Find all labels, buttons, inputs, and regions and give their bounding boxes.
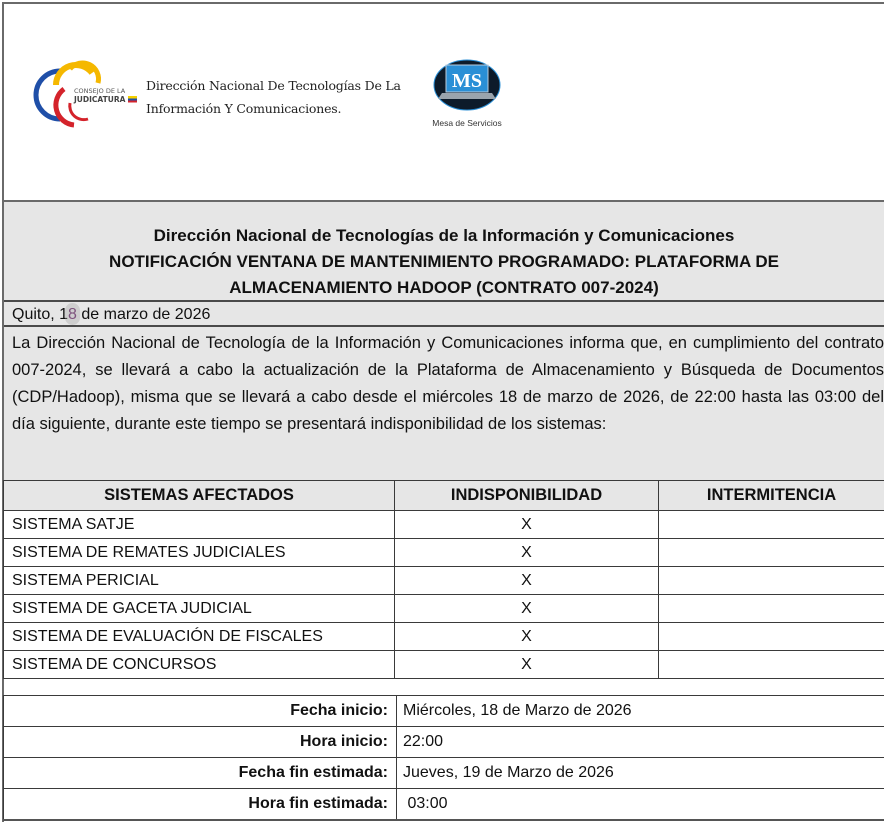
system-name: SISTEMA SATJE <box>4 511 395 539</box>
date-highlighted-digit: 8 <box>68 306 77 323</box>
system-name: SISTEMA DE EVALUACIÓN DE FISCALES <box>4 623 395 651</box>
schedule-value: Jueves, 19 de Marzo de 2026 <box>397 758 884 789</box>
date-prefix: Quito, 1 <box>12 306 69 323</box>
organization-name-line1: Dirección Nacional De Tecnologías De La <box>146 78 401 93</box>
indisponibilidad-mark: X <box>395 511 659 539</box>
letterhead <box>4 4 884 201</box>
schedule-row-fecha-inicio <box>4 696 884 727</box>
indisponibilidad-mark: X <box>395 567 659 595</box>
organization-name-line2: Información Y Comunicaciones. <box>146 101 342 116</box>
svg-text:JUDICATURA: JUDICATURA <box>74 95 126 104</box>
system-name: SISTEMA DE GACETA JUDICIAL <box>4 595 395 623</box>
schedule-table <box>3 695 884 821</box>
document-title <box>4 200 884 300</box>
schedule-label: Hora fin estimada: <box>4 789 397 821</box>
intermitencia-mark <box>659 623 884 651</box>
table-row <box>4 623 884 651</box>
svg-text:CONSEJO DE LA: CONSEJO DE LA <box>74 87 126 95</box>
svg-text:MS: MS <box>452 70 482 92</box>
intermitencia-mark <box>659 539 884 567</box>
schedule-label: Fecha inicio: <box>4 696 397 727</box>
schedule-row-hora-fin <box>4 789 884 821</box>
table-row <box>4 511 884 539</box>
indisponibilidad-mark: X <box>395 651 659 679</box>
intermitencia-mark <box>659 511 884 539</box>
schedule-row-hora-inicio <box>4 727 884 758</box>
mesa-de-servicios-logo-icon <box>432 59 502 111</box>
header-intermitencia: INTERMITENCIA <box>659 481 884 511</box>
schedule-label: Hora inicio: <box>4 727 397 758</box>
indisponibilidad-mark: X <box>395 595 659 623</box>
date-suffix: de marzo de 2026 <box>76 306 211 323</box>
header-indisponibilidad: INDISPONIBILIDAD <box>395 481 659 511</box>
system-name: SISTEMA PERICIAL <box>4 567 395 595</box>
notification-body: La Dirección Nacional de Tecnología de la Información y Comunicaciones informa que, en cumplimiento del contrato 007-2024, se llevará a cabo la actualización de la Plataforma de Almacenamiento y Búsqueda de Documentos (CDP/Hadoop), misma que se llevará a cabo desde el miércoles 18 de marzo de 2026, de 22:00 hasta las 03:00 del día siguiente, durante este tiempo se presentará indisponibilidad de los sistemas: <box>4 325 884 485</box>
indisponibilidad-mark: X <box>395 623 659 651</box>
schedule-row-fecha-fin <box>4 758 884 789</box>
mesa-de-servicios-caption: Mesa de Servicios <box>432 118 502 128</box>
intermitencia-mark <box>659 651 884 679</box>
table-row <box>4 539 884 567</box>
title-line2: NOTIFICACIÓN VENTANA DE MANTENIMIENTO PROGRAMADO: PLATAFORMA DE <box>109 252 779 271</box>
date-line <box>4 300 884 327</box>
intermitencia-mark <box>659 567 884 595</box>
title-line1: Dirección Nacional de Tecnologías de la Información y Comunicaciones <box>153 226 735 245</box>
consejo-judicatura-logo-icon <box>30 59 140 129</box>
system-name: SISTEMA DE CONCURSOS <box>4 651 395 679</box>
affected-systems-table <box>3 480 884 679</box>
indisponibilidad-mark: X <box>395 539 659 567</box>
schedule-label: Fecha fin estimada: <box>4 758 397 789</box>
header-sistemas-afectados: SISTEMAS AFECTADOS <box>4 481 395 511</box>
table-header-row <box>4 481 884 511</box>
table-row <box>4 595 884 623</box>
intermitencia-mark <box>659 595 884 623</box>
schedule-value: 03:00 <box>397 789 884 821</box>
table-row <box>4 651 884 679</box>
organization-name <box>146 74 401 120</box>
title-line3: ALMACENAMIENTO HADOOP (CONTRATO 007-2024) <box>229 278 659 297</box>
table-row <box>4 567 884 595</box>
system-name: SISTEMA DE REMATES JUDICIALES <box>4 539 395 567</box>
schedule-value: Miércoles, 18 de Marzo de 2026 <box>397 696 884 727</box>
schedule-value: 22:00 <box>397 727 884 758</box>
